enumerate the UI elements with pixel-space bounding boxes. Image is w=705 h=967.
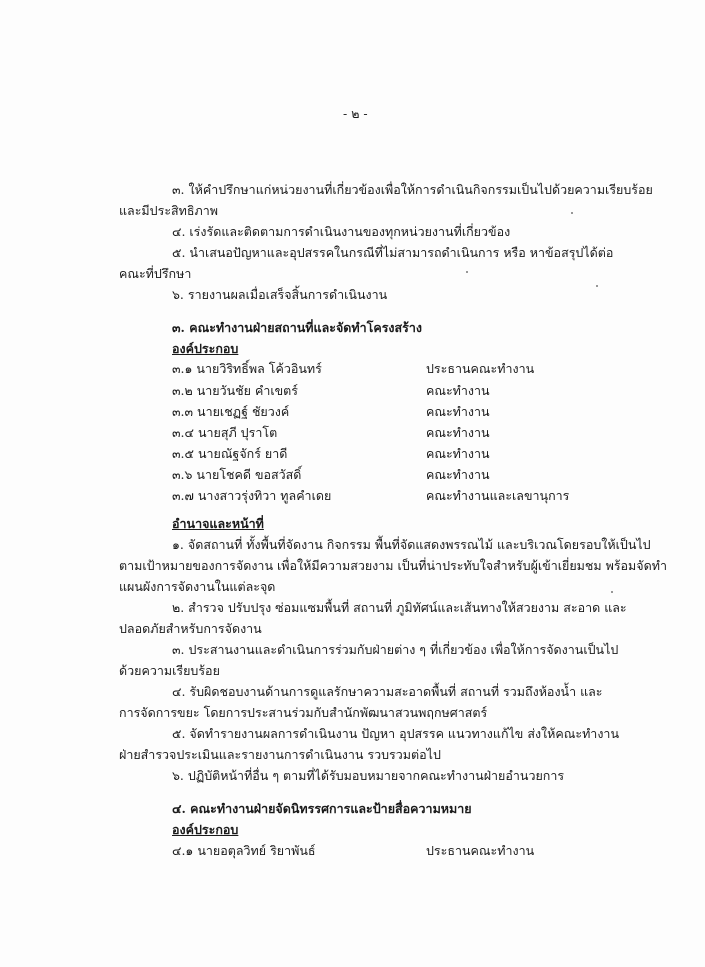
duty-item: ๕. จัดทำรายงานผลการดำเนินงาน ปัญหา อุปสรรค แนวทางแก้ไข ส่งให้คณะทำงาน bbox=[172, 726, 619, 741]
member-role: คณะทำงาน bbox=[426, 446, 490, 461]
member-name: ๓.๒ นายวันชัย คำเขตร์ bbox=[172, 383, 298, 398]
scan-speck bbox=[571, 212, 573, 214]
section-4-title: ๔. คณะทำงานฝ่ายจัดนิทรรศการและป้ายสื่อความหมาย bbox=[172, 801, 472, 816]
member-name: ๓.๖ นายโชคดี ขอสวัสดิ์ bbox=[172, 467, 302, 482]
duty-item-continuation: ด้วยความเรียบร้อย bbox=[119, 663, 220, 678]
duty-item-continuation: และมีประสิทธิภาพ bbox=[119, 203, 219, 218]
member-role: ประธานคณะทำงาน bbox=[426, 843, 535, 858]
duty-item: ๑. จัดสถานที่ ทั้งพื้นที่จัดงาน กิจกรรม พื้นที่จัดแสดงพรรณไม้ และบริเวณโดยรอบให้เป็นไป bbox=[172, 537, 651, 552]
duty-item-continuation: คณะที่ปรึกษา bbox=[119, 266, 192, 281]
member-role: คณะทำงานและเลขานุการ bbox=[426, 488, 570, 503]
page-number: - ๒ - bbox=[343, 106, 368, 121]
duty-item-continuation: แผนผังการจัดงานในแต่ละจุด bbox=[119, 579, 276, 594]
section-3-title: ๓. คณะทำงานฝ่ายสถานที่และจัดทำโครงสร้าง bbox=[172, 320, 423, 335]
member-role: ประธานคณะทำงาน bbox=[426, 361, 535, 376]
member-name: ๔.๑ นายอตุลวิทย์ ริยาพันธ์ bbox=[172, 843, 316, 858]
duty-item-continuation: ตามเป้าหมายของการจัดงาน เพื่อให้มีความสวยงาม เป็นที่น่าประทับใจสำหรับผู้เข้าเยี่ยมชม พร้อมจัดทำ bbox=[119, 558, 667, 573]
member-name: ๓.๗ นางสาวรุ่งทิวา ทูลคำเดย bbox=[172, 488, 332, 503]
member-role: คณะทำงาน bbox=[426, 425, 490, 440]
member-name: ๓.๓ นายเชฏฐ์ ชัยวงค์ bbox=[172, 404, 290, 419]
member-name: ๓.๑ นายวิริทธิ์พล โค้วอินทร์ bbox=[172, 361, 322, 376]
section-3-members-heading: องค์ประกอบ bbox=[172, 341, 239, 356]
scan-speck bbox=[466, 271, 468, 273]
scan-speck bbox=[596, 285, 598, 287]
duty-item: ๓. ประสานงานและดำเนินการร่วมกับฝ่ายต่าง ๆ ที่เกี่ยวข้อง เพื่อให้การจัดงานเป็นไป bbox=[172, 642, 619, 657]
member-role: คณะทำงาน bbox=[426, 404, 490, 419]
section-4-members-heading: องค์ประกอบ bbox=[172, 822, 239, 837]
duty-item: ๕. นำเสนอปัญหาและอุปสรรคในกรณีที่ไม่สามารถดำเนินการ หรือ หาข้อสรุปได้ต่อ bbox=[172, 245, 614, 260]
member-name: ๓.๔ นายสุภี ปุราโต bbox=[172, 425, 278, 440]
duty-item: ๔. เร่งรัดและติดตามการดำเนินงานของทุกหน่วยงานที่เกี่ยวข้อง bbox=[172, 224, 511, 239]
member-role: คณะทำงาน bbox=[426, 383, 490, 398]
duty-item-continuation: ฝ่ายสำรวจประเมินและรายงานการดำเนินงาน รวบรวมต่อไป bbox=[119, 747, 441, 762]
duty-item: ๖. รายงานผลเมื่อเสร็จสิ้นการดำเนินงาน bbox=[172, 287, 388, 302]
member-role: คณะทำงาน bbox=[426, 467, 490, 482]
scan-speck bbox=[611, 591, 613, 593]
member-name: ๓.๕ นายณัฐจักร์ ยาดี bbox=[172, 446, 288, 461]
section-3-duties-heading: อำนาจและหน้าที่ bbox=[172, 516, 264, 531]
duty-item-continuation: การจัดการขยะ โดยการประสานร่วมกับสำนักพัฒนาสวนพฤกษศาสตร์ bbox=[119, 705, 488, 720]
duty-item-continuation: ปลอดภัยสำหรับการจัดงาน bbox=[119, 621, 262, 636]
duty-item: ๓. ให้คำปรึกษาแก่หน่วยงานที่เกี่ยวข้องเพื่อให้การดำเนินกิจกรรมเป็นไปด้วยความเรียบร้อย bbox=[172, 182, 653, 197]
duty-item: ๖. ปฏิบัติหน้าที่อื่น ๆ ตามที่ได้รับมอบหมายจากคณะทำงานฝ่ายอำนวยการ bbox=[172, 768, 565, 783]
duty-item: ๔. รับผิดชอบงานด้านการดูแลรักษาความสะอาดพื้นที่ สถานที่ รวมถึงห้องน้ำ และ bbox=[172, 684, 603, 699]
duty-item: ๒. สำรวจ ปรับปรุง ซ่อมแซมพื้นที่ สถานที่ ภูมิทัศน์และเส้นทางให้สวยงาม สะอาด และ bbox=[172, 600, 627, 615]
